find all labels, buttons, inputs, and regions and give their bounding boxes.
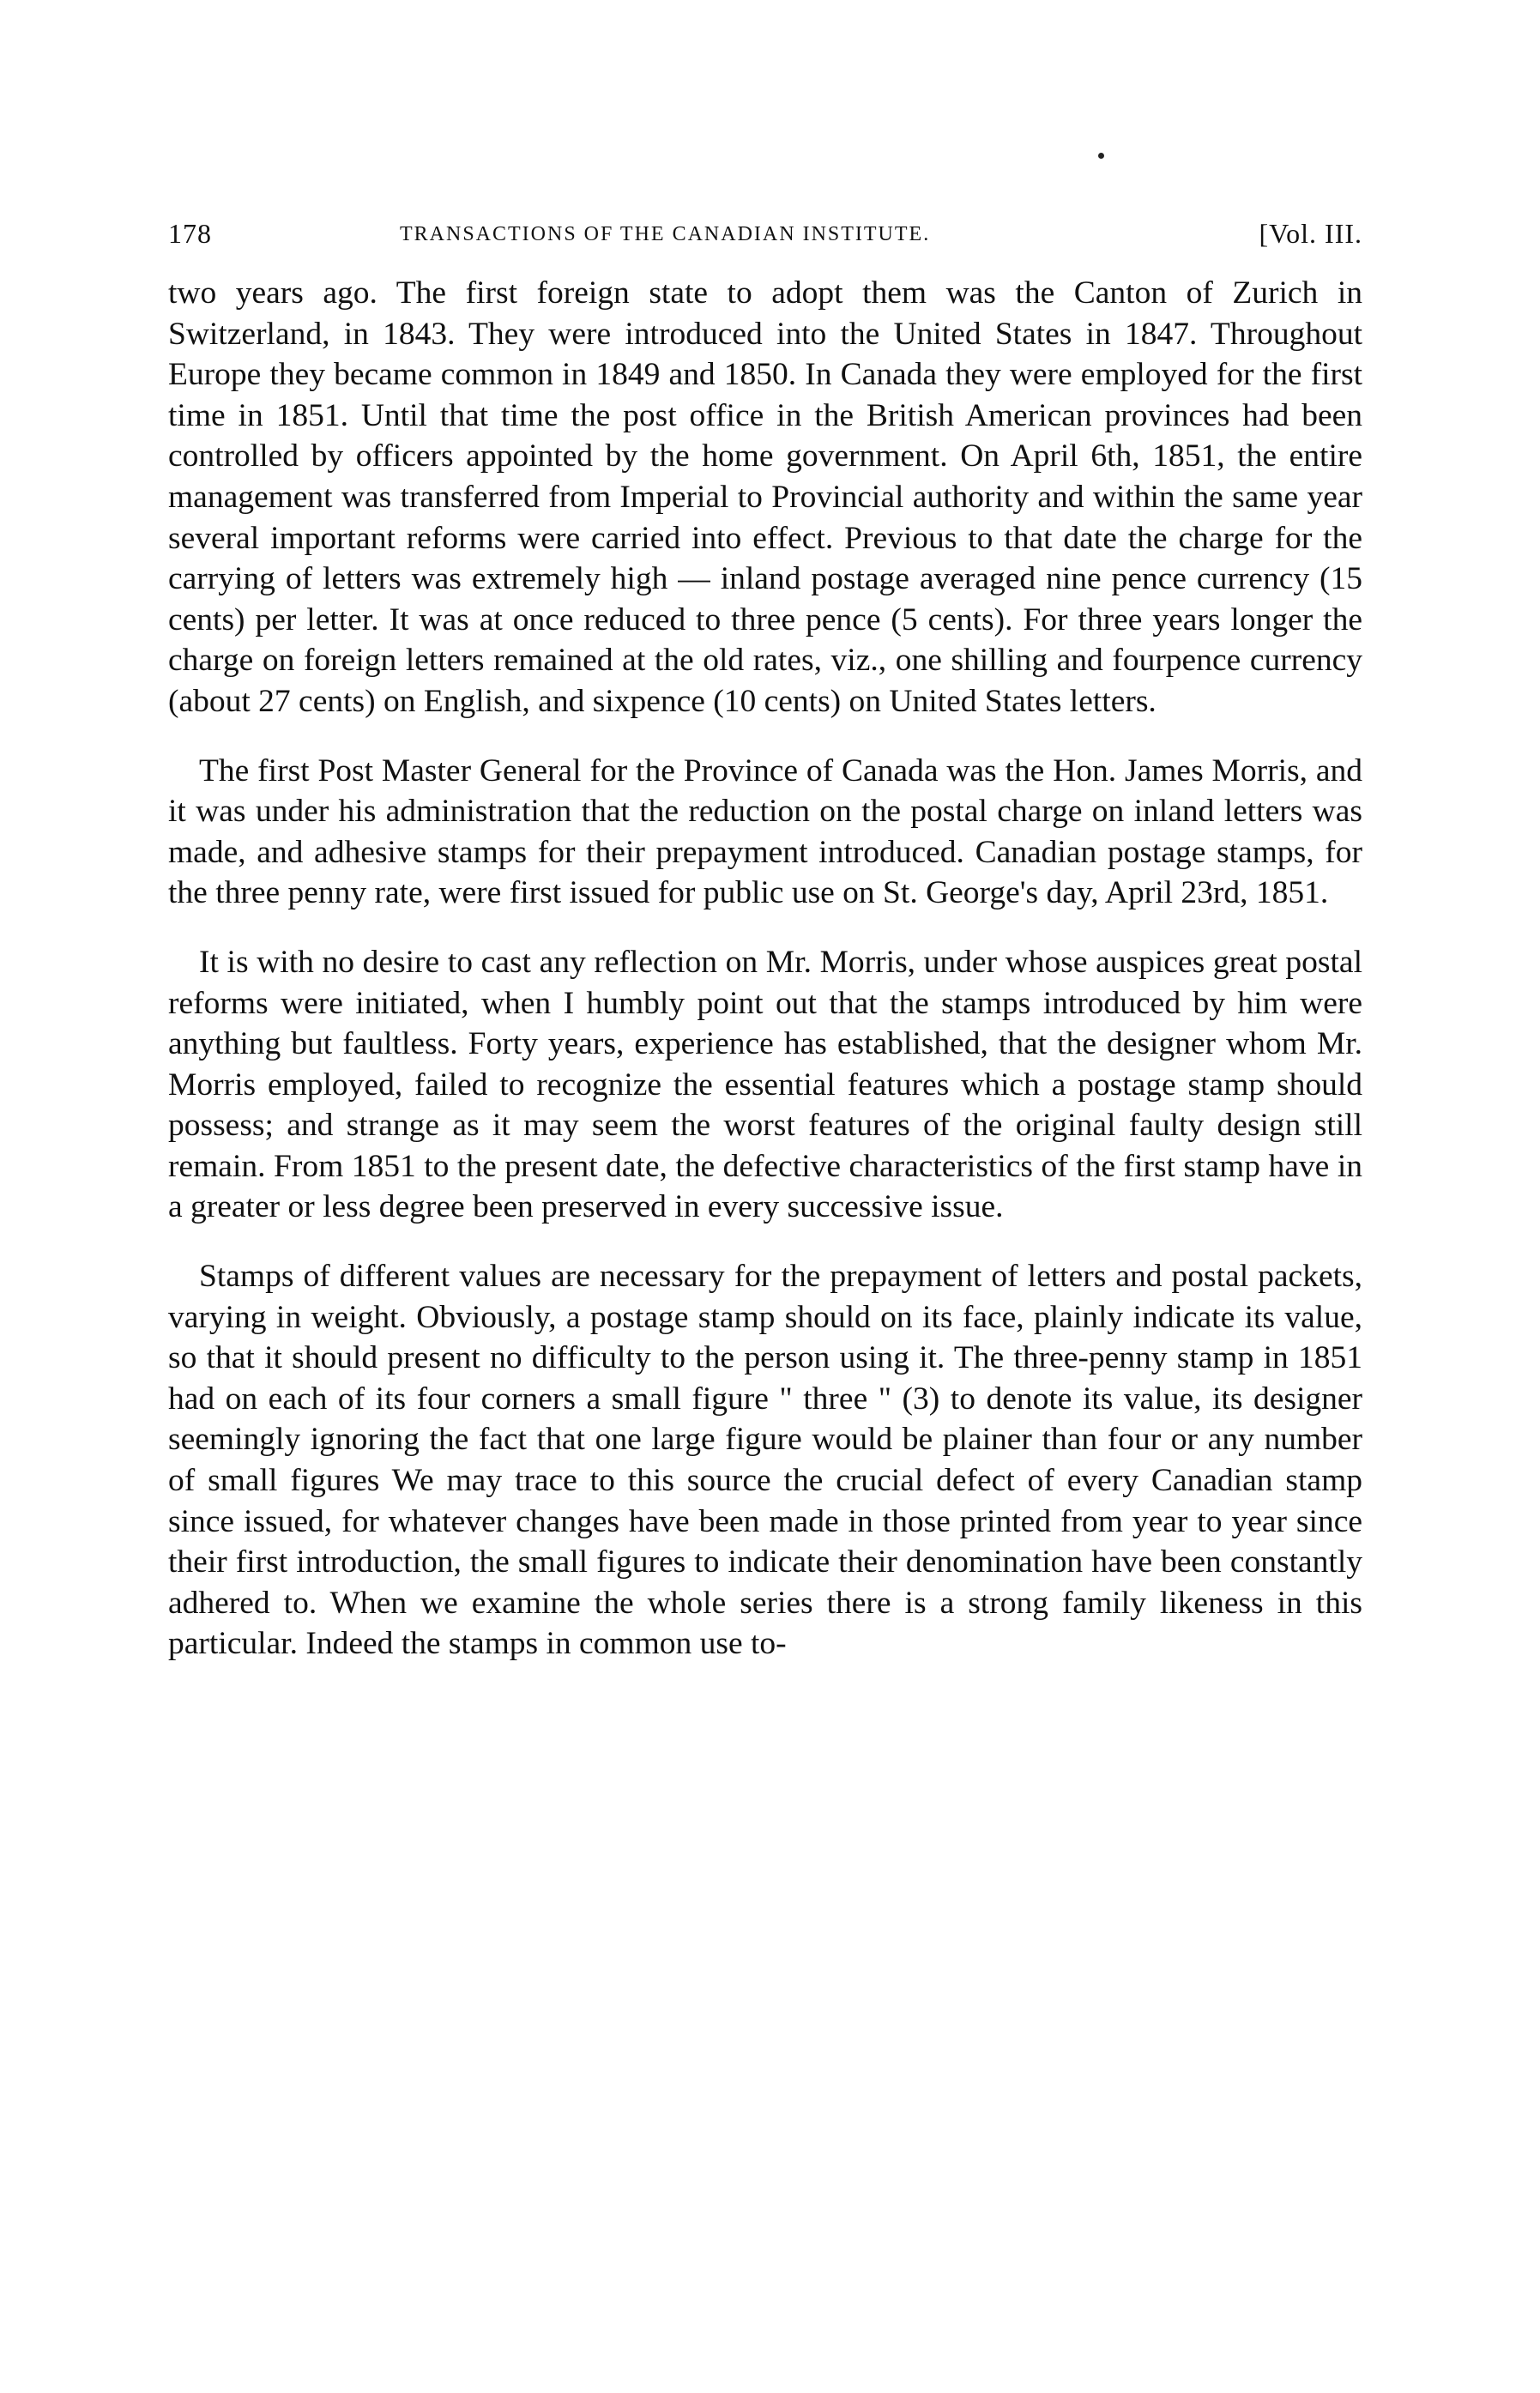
paragraph: two years ago. The first foreign state to adopt them was the Canton of Zurich in Switzerland, in 1843. They were introduced into the United States in 1847. Throughout Europe they became common in 1849 and 1850. In Canada they were employed for the first time in 1851. Until that time the post office in the British American provinces had been controlled by officers appointed by the home government. On April 6th, 1851, the entire management was transferred from Imperial to Provincial authority and within the same year several important reforms were carried into effect. Previous to that date the charge for the carrying of letters was extremely high — inland postage averaged nine pence currency (15 cents) per letter. It was at once reduced to three pence (5 cents). For three years longer the charge on foreign letters remained at the old rates, viz., one shilling and fourpence currency (about 27 cents) on English, and sixpence (10 cents) on United States letters.: [168, 275, 1362, 719]
body-text: [168, 273, 1362, 1665]
ink-speck: [1098, 153, 1104, 159]
paragraph: The first Post Master General for the Province of Canada was the Hon. James Morris, and it was under his administration that the reduction on the postal charge on inland letters was made, and adhesive stamps for their prepayment introduced. Canadian postage stamps, for the three penny rate, were first issued for public use on St. George's day, April 23rd, 1851.: [168, 752, 1362, 911]
running-header: [168, 215, 1362, 252]
running-title: TRANSACTIONS OF THE CANADIAN INSTITUTE.: [400, 223, 931, 245]
volume-label: [Vol. III.: [1259, 218, 1362, 249]
paragraph: It is with no desire to cast any reflection on Mr. Morris, under whose auspices great postal reforms were initiated, when I humbly point out that the stamps introduced by him were anything but faultless. Forty years, experience has established, that the designer whom Mr. Morris employed, failed to recognize the essential features which a postage stamp should possess; and strange as it may seem the worst features of the original faulty design still remain. From 1851 to the present date, the defective characteristics of the first stamp have in a greater or less degree been preserved in every successive issue.: [168, 944, 1362, 1225]
paragraph: Stamps of different values are necessary for the prepayment of letters and postal packets, varying in weight. Obviously, a postage stamp should on its face, plainly indicate its value, so that it should present no difficulty to the person using it. The three-penny stamp in 1851 had on each of its four corners a small figure " three " (3) to denote its value, its designer seemingly ignoring the fact that one large figure would be plainer than four or any number of small figures We may trace to this source the crucial defect of every Canadian stamp since issued, for whatever changes have been made in those printed from year to year since their first introduction, the small figures to indicate their denomination have been constantly adhered to. When we examine the whole series there is a strong family likeness in this particular. Indeed the stamps in common use to-: [168, 1259, 1362, 1662]
page-number: 178: [168, 218, 212, 249]
